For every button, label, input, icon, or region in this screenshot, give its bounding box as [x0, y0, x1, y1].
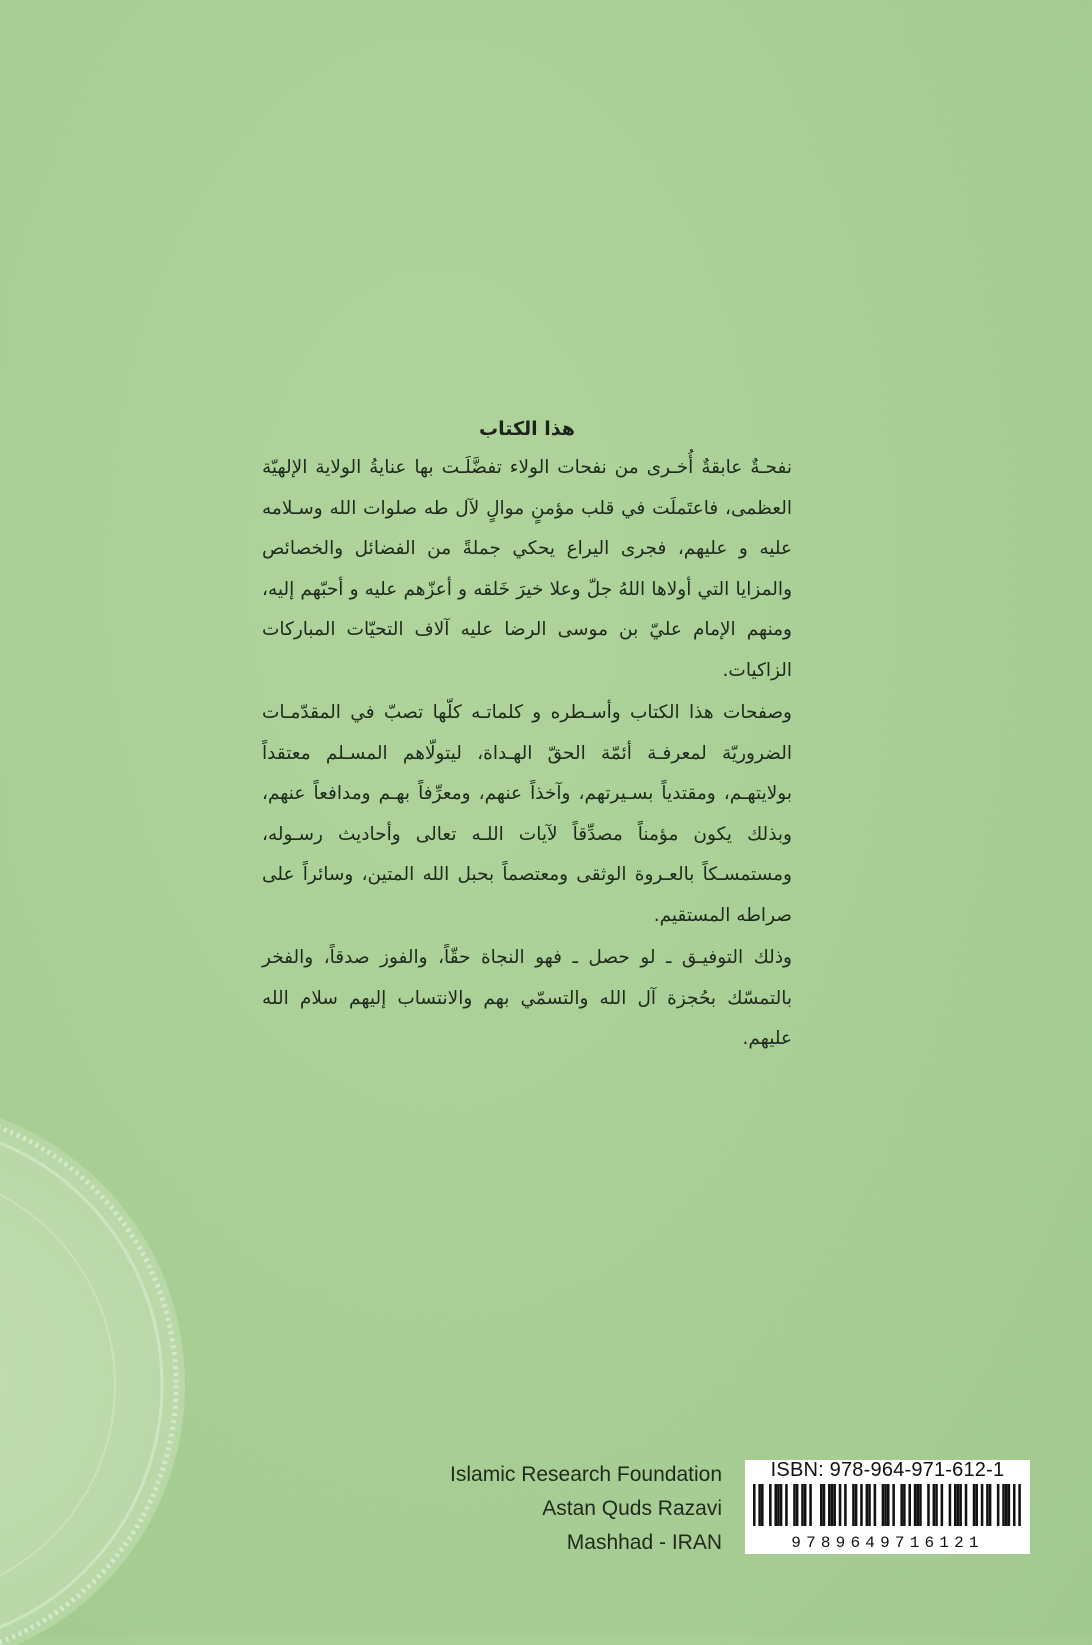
barcode-bar	[914, 1484, 917, 1526]
barcode-bar	[839, 1484, 842, 1526]
barcode-bar	[820, 1484, 823, 1526]
barcode-bar	[908, 1484, 911, 1526]
barcode-bar	[809, 1484, 812, 1526]
barcode-bar	[1018, 1484, 1021, 1526]
publisher-info	[450, 1458, 722, 1560]
barcode-bar	[1002, 1484, 1005, 1526]
barcode-bar	[780, 1484, 783, 1526]
coin-seal-watermark	[0, 1085, 200, 1645]
barcode-bar	[785, 1484, 788, 1526]
barcode-bar	[777, 1484, 780, 1526]
barcode-bar	[919, 1484, 922, 1526]
barcode-bar	[769, 1484, 772, 1526]
barcode-bar	[997, 1484, 1000, 1526]
barcode-bar	[935, 1484, 938, 1526]
barcode-bar	[892, 1484, 895, 1526]
publisher-line-2: Astan Quds Razavi	[542, 1497, 722, 1520]
barcode-bar	[761, 1484, 764, 1526]
barcode-bar	[823, 1484, 826, 1526]
barcode-bar	[973, 1484, 976, 1526]
barcode-bar	[758, 1484, 761, 1526]
barcode-bar	[882, 1484, 885, 1526]
barcode-bar	[887, 1484, 890, 1526]
barcode-bar	[941, 1484, 944, 1526]
barcode-bar	[900, 1484, 903, 1526]
barcode-bar	[828, 1484, 831, 1526]
barcode-bar	[1013, 1484, 1016, 1526]
barcode-bar	[933, 1484, 936, 1526]
section-heading: هذا الكتاب	[479, 418, 575, 440]
barcode-bar	[874, 1484, 877, 1526]
barcode-bar	[753, 1484, 756, 1526]
barcode-bar	[804, 1484, 807, 1526]
paragraph-2: وصفحات هذا الكتاب وأسـطره و كلماتـه كلّها تصبّ في المقدّمـات الضروريّة لمعرفـة أئمّة الحقّ الهـداة، ليتولّاهم المسـلم معتقداً بولايتهـم، ومقتدياً بسـيرتهم، وآخذاً عنهم، ومعرِّفاً بهـم ومدافعاً عنهم، وبذلك يكون مؤمناً مصدِّقاً لآيات اللـه تعالى وأحاديث رسـوله، ومستمسـكاً بالعـروة الوثقى ومعتصماً بحبل الله المتين، وسائراً على صراطه المستقيم.	[262, 702, 792, 926]
barcode-bar	[975, 1484, 978, 1526]
paragraph-1: نفحـةٌ عابقةٌ أُخـرى من نفحات الولاء تفضَّلَـت بها عنايةُ الولاية الإلهيّة العظمى، فاعتَملَت في قلب مؤمنٍ موالٍ لآل طه صلوات الله وسـلامه عليه و عليهم، فجرى اليراع يحكي جملةً من الفضائل والخصائص والمزايا التي أولاها اللهُ جلّ وعلا خيرَ خَلقه و أعزّهم عليه و أحبّهم إليه، ومنهم الإمام عليّ بن موسى الرضا عليه آلاف التحيّات المباركات الزاكيات.	[262, 457, 792, 681]
barcode-bar	[965, 1484, 968, 1526]
publisher-line-3: Mashhad - IRAN	[566, 1531, 722, 1554]
barcode-digits: 9789649716121	[791, 1534, 984, 1552]
barcode-bar	[801, 1484, 804, 1526]
barcode-bar	[793, 1484, 796, 1526]
barcode-bar	[986, 1484, 989, 1526]
barcode-bar	[959, 1484, 962, 1526]
barcode-bar	[855, 1484, 858, 1526]
barcode-bar	[774, 1484, 777, 1526]
barcode-bar	[954, 1484, 957, 1526]
barcode-bar	[949, 1484, 952, 1526]
barcode-bar	[981, 1484, 984, 1526]
barcode-bar	[866, 1484, 869, 1526]
barcode-bar	[989, 1484, 992, 1526]
barcode-bar	[884, 1484, 887, 1526]
barcode-bar	[852, 1484, 855, 1526]
publisher-line-1: Islamic Research Foundation	[450, 1463, 722, 1486]
paragraph-3: وذلك التوفيـق ـ لو حصل ـ فهو النجاة حقّاً، والفوز صدقاً، والفخر بالتمسّك بحُجزة آل الله والتسمّي بهم والانتساب إليهم سلام الله عليهم.	[262, 947, 792, 1049]
barcode-bar	[1008, 1484, 1011, 1526]
barcode-bar	[844, 1484, 847, 1526]
barcode-bar	[916, 1484, 919, 1526]
isbn-label: ISBN: 978-964-971-612-1	[770, 1459, 1005, 1481]
barcode-bar	[1005, 1484, 1008, 1526]
barcode-bar	[833, 1484, 836, 1526]
barcode-bar	[831, 1484, 834, 1526]
barcode-bar	[796, 1484, 799, 1526]
barcode-bar	[903, 1484, 906, 1526]
isbn-barcode	[745, 1460, 1030, 1554]
barcode-bar	[860, 1484, 863, 1526]
barcode-bar	[927, 1484, 930, 1526]
barcode-bar	[957, 1484, 960, 1526]
barcode-bar	[868, 1484, 871, 1526]
book-description	[262, 418, 792, 1060]
